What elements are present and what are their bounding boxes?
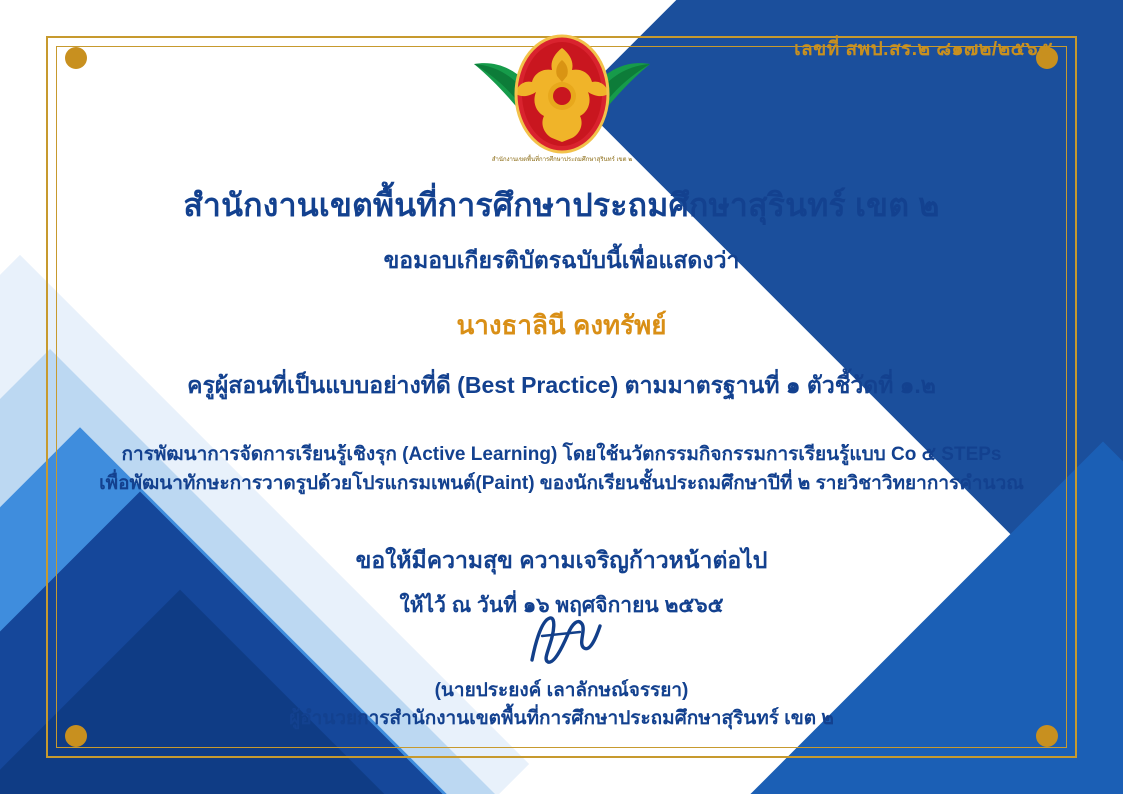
signature-mark — [0, 610, 1123, 668]
handwritten-signature-icon — [502, 610, 622, 668]
detail-line-2: เพื่อพัฒนาทักษะการวาดรูปด้วยโปรแกรมเพนต์(Paint) ของนักเรียนชั้นประถมศึกษาปีที่ ๒ รายวิชาวิทยาการคำนวณ — [99, 473, 1024, 495]
wish-text: ขอให้มีความสุข ความเจริญก้าวหน้าต่อไป — [355, 546, 768, 573]
organization-title: สำนักงานเขตพื้นที่การศึกษาประถมศึกษาสุรินทร์ เขต ๒ — [183, 187, 940, 223]
emblem-caption: สำนักงานเขตพื้นที่การศึกษาประถมศึกษาสุรินทร์ เขต ๒ — [491, 157, 632, 163]
detail-line-1: การพัฒนาการจัดการเรียนรู้เชิงรุก (Active Learning) โดยใช้นวัตกรรมกิจกรรมการเรียนรู้แบบ Co ๕ STEPs — [121, 444, 1002, 465]
recipient-name: นางธาลินี คงทรัพย์ — [456, 310, 667, 340]
certificate-text-block — [0, 180, 1123, 622]
document-number: เลขที่ สพป.สร.๒ ๘๑๗๒/๒๕๖๕ — [794, 39, 1053, 60]
garuda-emblem-icon — [462, 24, 662, 174]
issue-date: ให้ไว้ ณ วันที่ ๑๖ พฤศจิกายน ๒๕๖๕ — [399, 593, 724, 617]
emblem — [0, 24, 1123, 174]
signer-name: (นายประยงค์ เลาลักษณ์จรรยา) — [434, 680, 689, 701]
certificate-statement: ขอมอบเกียรติบัตรฉบับนี้เพื่อแสดงว่า — [383, 247, 740, 273]
signer-role: ผู้อำนวยการสำนักงานเขตพื้นที่การศึกษาประถมศึกษาสุรินทร์ เขต ๒ — [289, 708, 834, 729]
award-description: ครูผู้สอนที่เป็นแบบอย่างที่ดี (Best Practice) ตามมาตรฐานที่ ๑ ตัวชี้วัดที่ ๑.๒ — [187, 372, 936, 398]
